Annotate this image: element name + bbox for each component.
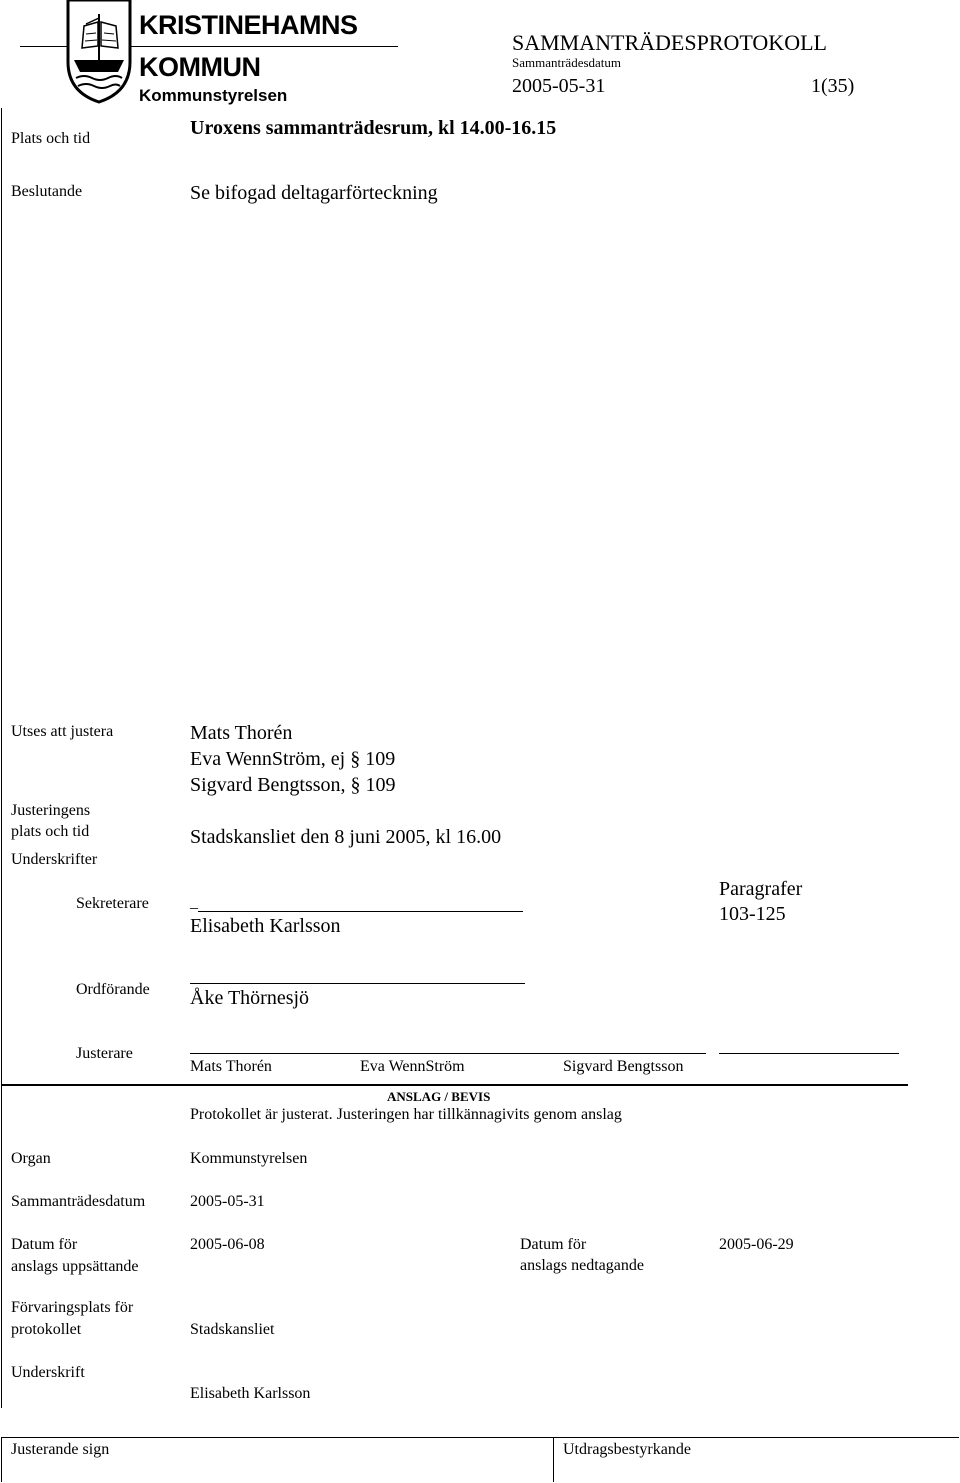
org-unit: Kommunstyrelsen <box>139 86 288 105</box>
meeting-date: 2005-05-31 <box>512 75 606 97</box>
place-label: Plats och tid <box>11 130 91 147</box>
storage-value: Stadskansliet <box>190 1321 275 1338</box>
chair-signature-line <box>190 983 525 984</box>
paragraphs-value: 103-125 <box>719 903 786 925</box>
posted-label-1: Datum för <box>11 1236 78 1253</box>
notice-title: ANSLAG / BEVIS <box>387 1089 491 1104</box>
page-number: 1(35) <box>811 75 855 97</box>
notice-date-value: 2005-05-31 <box>190 1193 265 1210</box>
justifier-3: Sigvard Bengtsson <box>563 1058 684 1075</box>
organ-label: Organ <box>11 1150 51 1167</box>
justifiers-signature-line <box>190 1053 706 1054</box>
chair-label: Ordförande <box>76 981 150 998</box>
org-name-line1: KRISTINEHAMNS <box>139 10 358 40</box>
adjust-place-label-2: plats och tid <box>11 823 90 840</box>
footer-extract-certification: Utdragsbestyrkande <box>563 1441 691 1458</box>
signatures-label: Underskrifter <box>11 851 98 868</box>
footer-mid-rule <box>553 1437 554 1482</box>
adjuster-1: Mats Thorén <box>190 722 293 744</box>
adjust-place-value: Stadskansliet den 8 juni 2005, kl 16.00 <box>190 826 502 848</box>
deciding-value: Se bifogad deltagarförteckning <box>190 182 438 204</box>
notice-top-rule <box>1 1084 908 1086</box>
footer-adjusting-sign: Justerande sign <box>11 1441 110 1458</box>
signature-value: Elisabeth Karlsson <box>190 1385 311 1402</box>
footer-left-rule <box>1 1437 2 1482</box>
removed-label-2: anslags nedtagande <box>520 1257 644 1274</box>
justifier-1: Mats Thorén <box>190 1058 272 1075</box>
paragraphs-label: Paragrafer <box>719 878 803 900</box>
left-margin-rule <box>1 108 2 1408</box>
removed-label-1: Datum för <box>520 1236 587 1253</box>
chair-name: Åke Thörnesjö <box>190 987 310 1009</box>
notice-text: Protokollet är justerat. Justeringen har tillkännagivits genom anslag <box>190 1106 622 1123</box>
footer-top-rule <box>1 1437 959 1438</box>
secretary-label: Sekreterare <box>76 895 149 912</box>
adjuster-3: Sigvard Bengtsson, § 109 <box>190 774 396 796</box>
secretary-name: Elisabeth Karlsson <box>190 915 341 937</box>
org-name-line2: KOMMUN <box>139 52 261 82</box>
extra-signature-line <box>719 1053 899 1054</box>
date-caption: Sammanträdesdatum <box>512 55 622 70</box>
place-value: Uroxens sammanträdesrum, kl 14.00-16.15 <box>190 117 557 139</box>
adjuster-2: Eva WennStröm, ej § 109 <box>190 748 396 770</box>
organ-value: Kommunstyrelsen <box>190 1150 308 1167</box>
notice-date-label: Sammanträdesdatum <box>11 1193 146 1210</box>
storage-label-2: protokollet <box>11 1321 82 1338</box>
document-title: SAMMANTRÄDESPROTOKOLL <box>512 30 827 55</box>
secretary-mark: _ <box>190 894 198 911</box>
justifier-2: Eva WennStröm <box>360 1058 465 1075</box>
posted-label-2: anslags uppsättande <box>11 1258 139 1275</box>
secretary-signature-line <box>198 911 523 912</box>
storage-label-1: Förvaringsplats för <box>11 1299 134 1316</box>
justifiers-label: Justerare <box>76 1045 133 1062</box>
adjust-place-label-1: Justeringens <box>11 802 91 819</box>
adjusters-label: Utses att justera <box>11 723 114 740</box>
signature-label: Underskrift <box>11 1364 85 1381</box>
posted-value: 2005-06-08 <box>190 1236 265 1253</box>
coat-of-arms-logo <box>64 0 134 104</box>
deciding-label: Beslutande <box>11 183 83 200</box>
removed-value: 2005-06-29 <box>719 1236 794 1253</box>
